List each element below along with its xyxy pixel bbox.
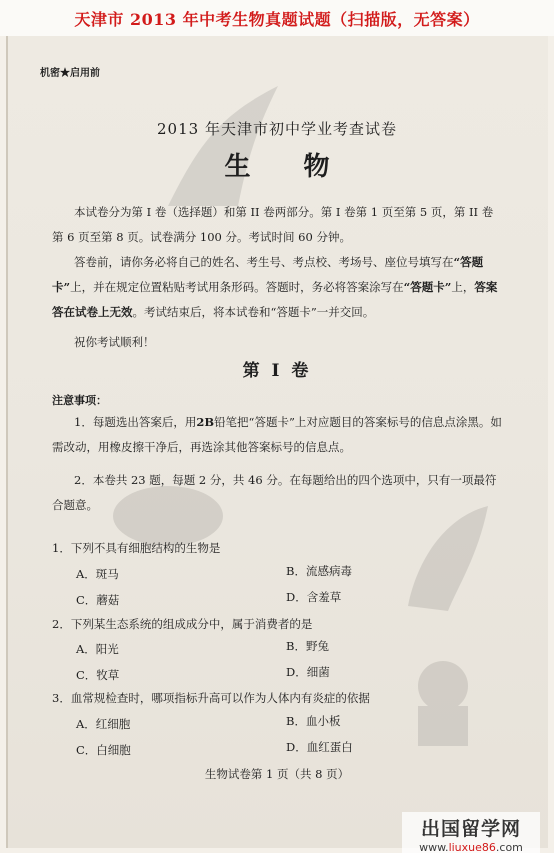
exam-title: 2013 年天津市初中学业考查试卷	[157, 120, 397, 138]
watermark-url-mid: liuxue86	[448, 841, 496, 853]
question-2-option-c: C．牧草	[76, 668, 120, 682]
question-3-option-b: B．血小板	[286, 714, 341, 728]
note-2: 2．本卷共 23 题，每题 2 分，共 46 分。在每题给出的四个选项中，只有一项最符合题意。	[52, 473, 497, 512]
watermark-url	[402, 841, 540, 853]
bleed-through-figure-illustration	[388, 646, 498, 756]
notes-label: 注意事项：	[52, 394, 107, 407]
watermark-title: 出国留学网	[420, 818, 521, 840]
question-3-option-c: C．白细胞	[76, 743, 131, 757]
question-1-option-c: C．蘑菇	[76, 593, 120, 607]
note-1-pencil-type: 2B	[196, 415, 215, 429]
good-luck-text: 祝你考试顺利！	[74, 335, 155, 349]
question-1-option-d: D．含羞草	[286, 590, 342, 604]
question-2-option-d: D．细菌	[286, 665, 330, 679]
intro-p2-answer-card-2: “答题卡”	[403, 280, 452, 294]
question-2-option-a: A．阳光	[76, 642, 119, 656]
question-3-option-a: A．红细胞	[76, 717, 131, 731]
question-2-stem: 2．下列某生态系统的组成成分中，属于消费者的是	[52, 617, 313, 631]
question-3-stem: 3．血常规检查时，哪项指标升高可以作为人体内有炎症的依据	[52, 691, 370, 705]
site-watermark	[402, 812, 540, 853]
question-1-stem: 1．下列不具有细胞结构的生物是	[52, 541, 221, 555]
document-banner-title: 天津市 2013 年中考生物真题试题（扫描版，无答案）	[0, 0, 554, 36]
intro-paragraph-2	[52, 250, 502, 325]
intro-p2-text-g: 。考试结束后，将本试卷和“答题卡”一并交回。	[132, 305, 375, 319]
intro-p2-text-a: 答卷前，请你务必将自己的姓名、考生号、考点校、考场号、座位号填写在	[74, 255, 454, 269]
note-1	[52, 410, 502, 460]
subject-title: 生 物	[224, 152, 352, 182]
note-1-text-a: 1．每题选出答案后，用	[74, 415, 197, 429]
intro-paragraph-1: 本试卷分为第 I 卷（选择题）和第 II 卷两部分。第 I 卷第 1 页至第 5 页，第 II 卷第 6 页至第 8 页。试卷满分 100 分。考试时间 60 分钟。	[52, 205, 494, 244]
note-1-text-c: 铅笔把“答题卡”上对应题目的答案标号的信息点涂黑。如需改动，用橡皮擦干净后，再选涂其他答案标号的信息点。	[52, 415, 502, 454]
intro-p2-answer-card-1: “答题卡”	[52, 255, 484, 294]
question-2-option-b: B．野兔	[286, 639, 329, 653]
confidential-label: 机密★启用前	[40, 68, 100, 79]
intro-p2-invalid-warning: 答案答在试卷上无效	[52, 280, 498, 319]
question-1-option-b: B．流感病毒	[286, 564, 352, 578]
intro-p2-text-c: 上，并在规定位置粘贴考试用条形码。答题时，务必将答案涂写在	[70, 280, 404, 294]
intro-p2-text-e: 上，	[451, 280, 475, 294]
watermark-url-suffix: .com	[495, 841, 523, 853]
watermark-url-prefix: www.	[419, 841, 449, 853]
part-one-title: 第 I 卷	[242, 361, 312, 381]
question-1-option-a: A．斑马	[76, 567, 119, 581]
question-3-option-d: D．血红蛋白	[286, 740, 353, 754]
page-footer: 生物试卷第 1 页（共 8 页）	[204, 767, 350, 781]
